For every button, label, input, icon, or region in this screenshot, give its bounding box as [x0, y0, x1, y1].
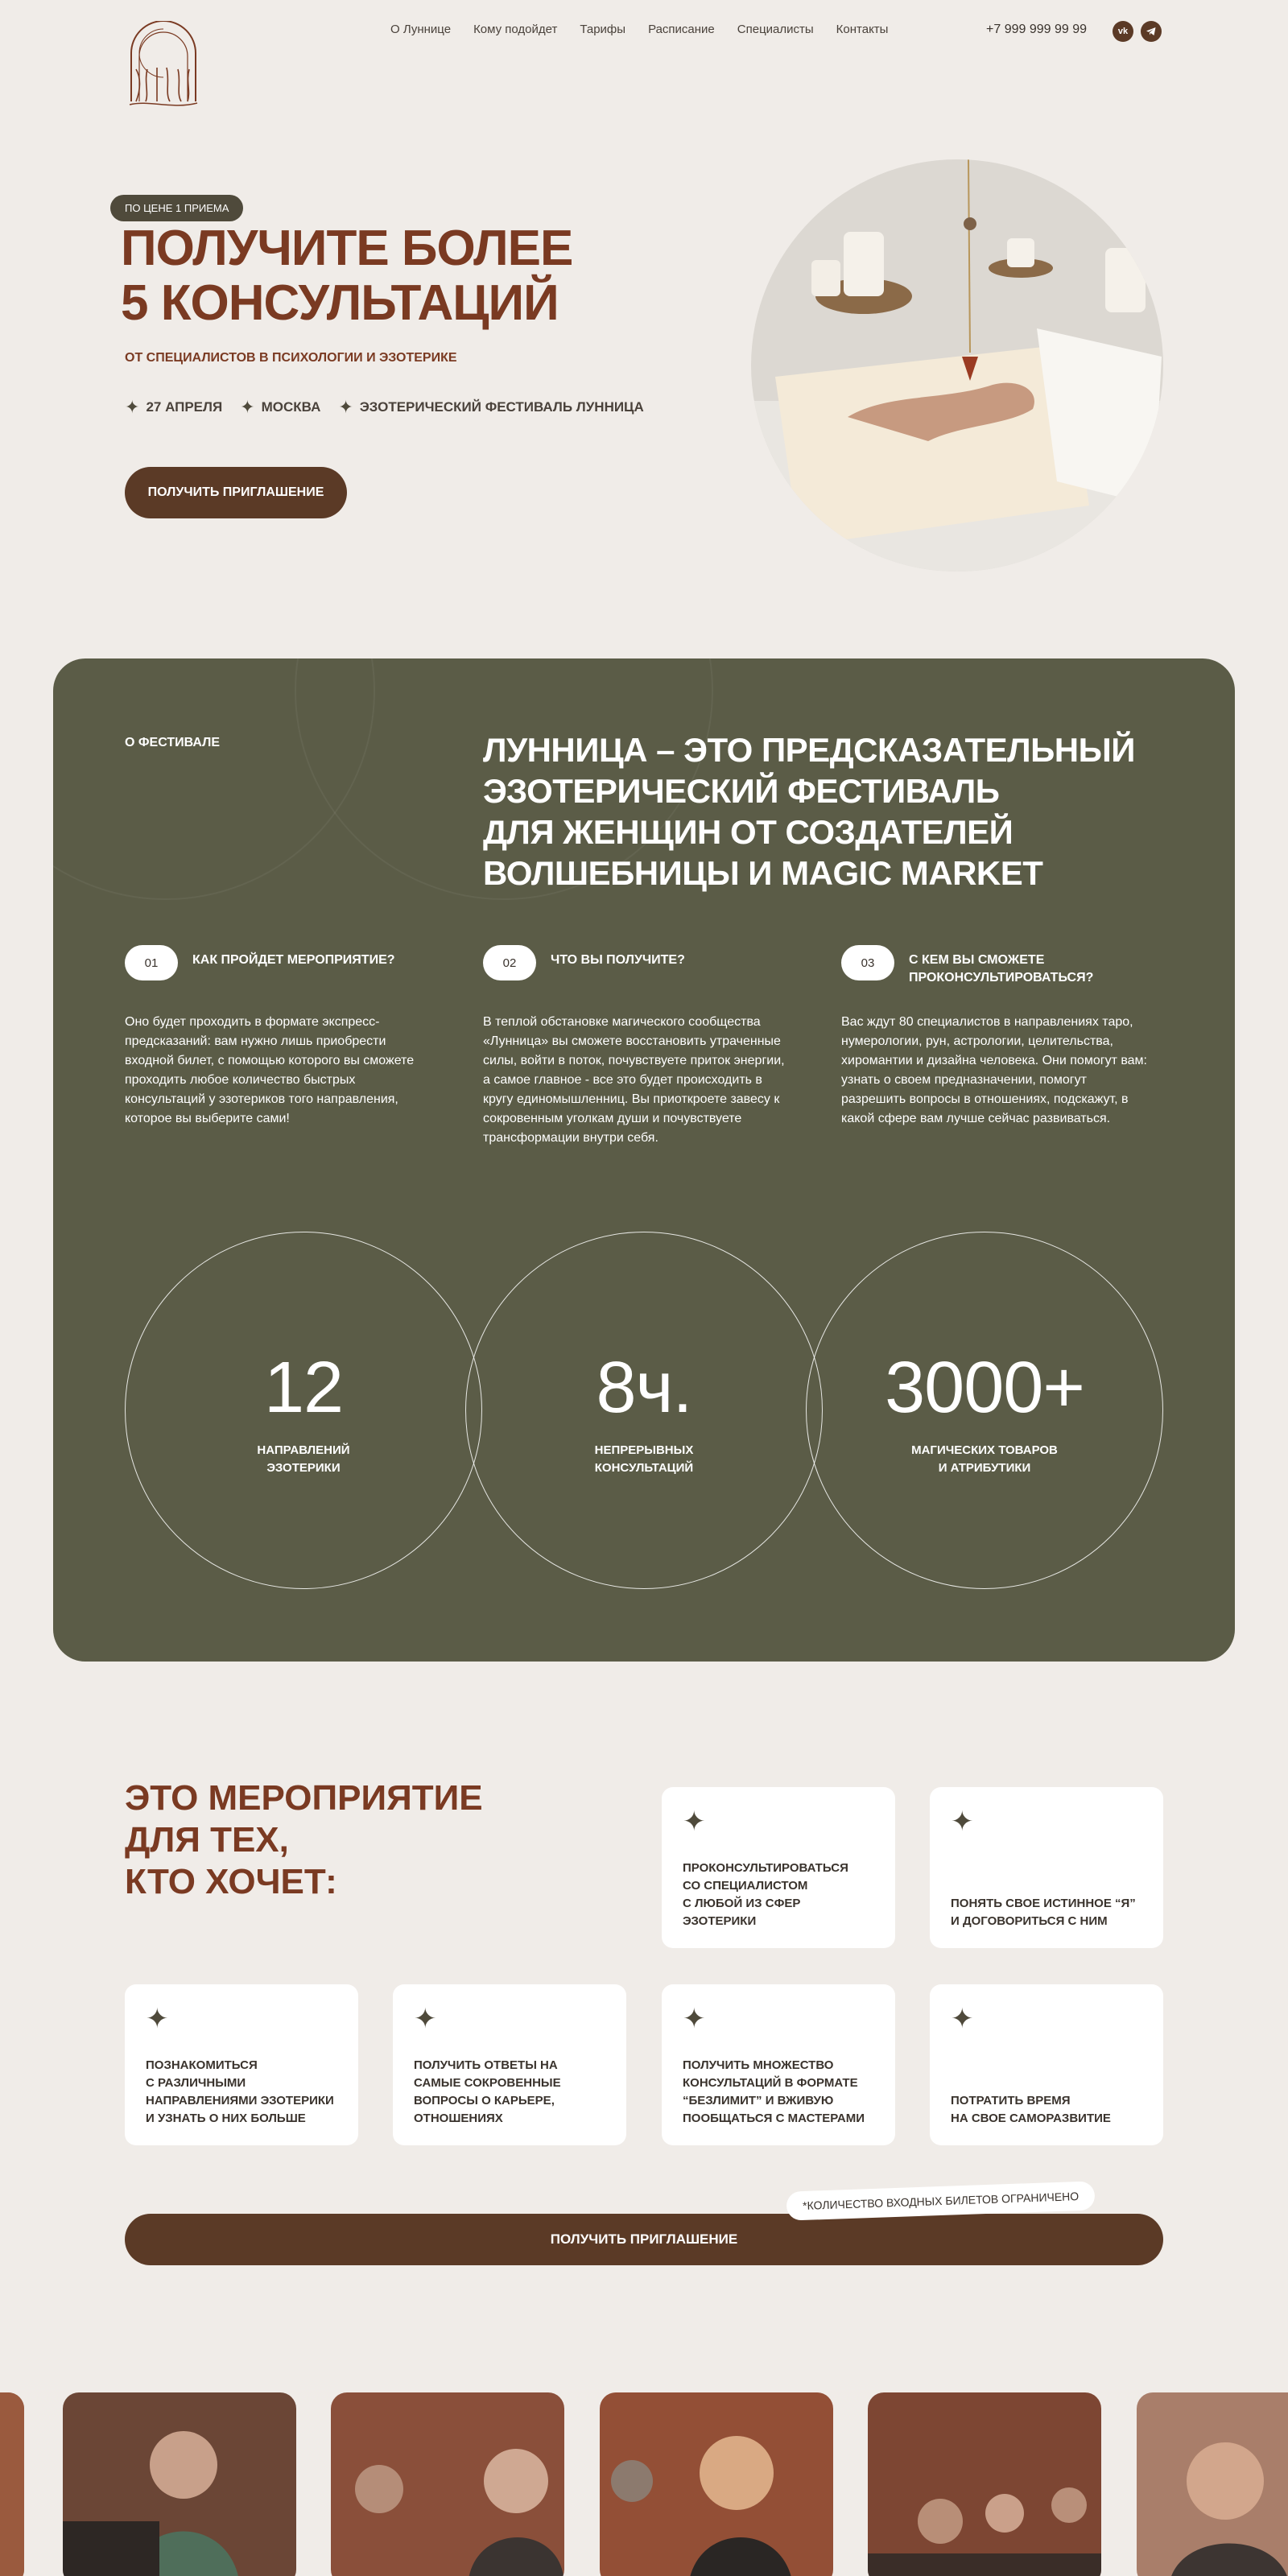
for-whom-title-line: КТО ХОЧЕТ: [125, 1862, 337, 1901]
stat-caption-line: МАГИЧЕСКИХ ТОВАРОВ [911, 1443, 1058, 1457]
card-line: С РАЗЛИЧНЫМИ [146, 2076, 246, 2090]
for-whom-title [125, 1777, 483, 1903]
nav-item-contacts[interactable]: Контакты [836, 23, 889, 36]
gallery-photo[interactable] [0, 2392, 24, 2576]
info-column-2 [483, 945, 789, 1148]
gallery-photo[interactable] [63, 2392, 296, 2576]
stat-circle [806, 1232, 1163, 1589]
sparkle-icon: ✦ [240, 397, 255, 417]
stat-caption [126, 1442, 481, 1477]
card-line: ПОТРАТИТЬ ВРЕМЯ [951, 2094, 1071, 2107]
card-line: САМЫЕ СОКРОВЕННЫЕ [414, 2076, 561, 2090]
hero-meta [125, 398, 644, 416]
about-label: О ФЕСТИВАЛЕ [125, 736, 221, 749]
nav-item-about[interactable]: О Луннице [390, 23, 452, 36]
card-text [146, 2057, 347, 2128]
card-line: “БЕЗЛИМИТ” И ВЖИВУЮ [683, 2094, 834, 2107]
meta-event [338, 398, 643, 416]
for-whom-title-line: ДЛЯ ТЕХ, [125, 1820, 289, 1860]
nav-item-specialists[interactable]: Специалисты [737, 23, 814, 36]
hero-title-line2: 5 КОНСУЛЬТАЦИЙ [121, 275, 559, 331]
column-question: ЧТО ВЫ ПОЛУЧИТЕ? [551, 953, 685, 967]
step-number: 03 [841, 945, 894, 980]
column-text: Вас ждут 80 специалистов в направлениях таро, нумерологии, рун, астрологии, целительства, хиромантии и дизайна человека. Они помогут вам: узнать о своем предназначении, помогут разрешить вопросы в отношениях, подскажут, в какой сфере вам лучше сейчас развиваться. [841, 1015, 1147, 1125]
step-number: 02 [483, 945, 536, 980]
logo[interactable] [125, 21, 202, 137]
card-text [414, 2057, 615, 2128]
about-title [483, 729, 1135, 894]
stat-caption [466, 1442, 822, 1477]
benefit-card [662, 1787, 895, 1948]
stat-circle [125, 1232, 482, 1589]
limited-tickets-note: *КОЛИЧЕСТВО ВХОДНЫХ БИЛЕТОВ ОГРАНИЧЕНО [786, 2181, 1095, 2220]
for-whom-title-line: ЭТО МЕРОПРИЯТИЕ [125, 1778, 483, 1818]
about-title-line: ЭЗОТЕРИЧЕСКИЙ ФЕСТИВАЛЬ [483, 772, 1000, 810]
column-text: Оно будет проходить в формате экспресс-предсказаний: вам нужно лишь приобрести входной билет, с помощью которого вы сможете проходить любое количество быстрых консультаций у эзотериков того направления, которое вы выберите сами! [125, 1015, 415, 1125]
gallery-photo[interactable] [600, 2392, 833, 2576]
about-title-bold: ВОЛШЕБНИЦЫ И MAGIC MARKET [483, 854, 1043, 892]
stat-circle [465, 1232, 823, 1589]
nav-item-audience[interactable]: Кому подойдет [473, 23, 558, 36]
meta-city [240, 398, 320, 416]
card-line: ПОЛУЧИТЬ МНОЖЕСТВО [683, 2058, 834, 2072]
card-line: НА СВОЕ САМОРАЗВИТИЕ [951, 2112, 1111, 2125]
card-line: С ЛЮБОЙ ИЗ СФЕР [683, 1897, 801, 1910]
gallery-photo[interactable] [868, 2392, 1101, 2576]
card-line: И УЗНАТЬ О НИХ БОЛЬШЕ [146, 2112, 306, 2125]
card-line: И ДОГОВОРИТЬСЯ С НИМ [951, 1914, 1108, 1928]
card-line: ПОНЯТЬ СВОЕ ИСТИННОЕ “Я” [951, 1897, 1136, 1910]
nav-item-schedule[interactable]: Расписание [648, 23, 715, 36]
card-line: НАПРАВЛЕНИЯМИ ЭЗОТЕРИКИ [146, 2094, 334, 2107]
sparkle-icon: ✦ [125, 397, 140, 417]
main-nav [390, 23, 888, 36]
card-line: ОТНОШЕНИЯХ [414, 2112, 503, 2125]
stat-caption-line: НЕПРЕРЫВНЫХ [594, 1443, 694, 1457]
stat-caption-line: И АТРИБУТИКИ [938, 1461, 1031, 1475]
about-title-line: ЛУННИЦА – ЭТО ПРЕДСКАЗАТЕЛЬНЫЙ [483, 731, 1135, 769]
stat-value: 12 [263, 1348, 344, 1428]
step-number: 01 [125, 945, 178, 980]
sparkle-icon: ✦ [414, 2004, 437, 2034]
hero-subtitle: ОТ СПЕЦИАЛИСТОВ В ПСИХОЛОГИИ И ЭЗОТЕРИКЕ [125, 351, 457, 365]
card-text [951, 1895, 1152, 1930]
sparkle-icon: ✦ [146, 2004, 169, 2034]
site-header [0, 0, 1288, 97]
card-line: СО СПЕЦИАЛИСТОМ [683, 1879, 808, 1893]
stat-caption-line: ЭЗОТЕРИКИ [266, 1461, 341, 1475]
info-column-1 [125, 945, 431, 1129]
gallery-photo[interactable] [1137, 2392, 1288, 2576]
telegram-icon[interactable] [1141, 21, 1162, 42]
stat-caption-line: НАПРАВЛЕНИЙ [257, 1443, 350, 1457]
card-text [683, 2057, 884, 2128]
sparkle-icon: ✦ [951, 2004, 974, 2034]
column-question: С КЕМ ВЫ СМОЖЕТЕ ПРОКОНСУЛЬТИРОВАТЬСЯ? [909, 953, 1094, 985]
card-line: КОНСУЛЬТАЦИЙ В ФОРМАТЕ [683, 2076, 858, 2090]
card-line: ВОПРОСЫ О КАРЬЕРЕ, [414, 2094, 555, 2107]
get-invitation-button[interactable]: ПОЛУЧИТЬ ПРИГЛАШЕНИЕ [125, 467, 347, 518]
meta-city-label: МОСКВА [261, 399, 321, 415]
card-line: ПОЗНАКОМИТЬСЯ [146, 2058, 258, 2072]
stat-value: 8ч. [596, 1348, 692, 1428]
benefit-card [393, 1984, 626, 2145]
stat-caption-line: КОНСУЛЬТАЦИЙ [594, 1461, 694, 1475]
info-column-3 [841, 945, 1147, 1129]
benefit-card [930, 1787, 1163, 1948]
stat-value: 3000+ [885, 1348, 1084, 1428]
card-text [683, 1860, 884, 1930]
hero-photo [751, 159, 1163, 572]
phone-link[interactable]: +7 999 999 99 99 [986, 23, 1088, 36]
sparkle-icon: ✦ [338, 397, 353, 417]
benefit-card [662, 1984, 895, 2145]
about-title-line: ДЛЯ ЖЕНЩИН ОТ СОЗДАТЕЛЕЙ [483, 813, 1013, 851]
arch-moon-logo-icon [125, 21, 202, 137]
card-line: ПРОКОНСУЛЬТИРОВАТЬСЯ [683, 1861, 848, 1875]
sparkle-icon: ✦ [683, 1806, 706, 1837]
hero-title-line1: ПОЛУЧИТЕ БОЛЕЕ [121, 221, 573, 276]
sparkle-icon: ✦ [951, 1806, 974, 1837]
sparkle-icon: ✦ [683, 2004, 706, 2034]
meta-event-label: ЭЗОТЕРИЧЕСКИЙ ФЕСТИВАЛЬ ЛУННИЦА [359, 399, 644, 415]
benefit-card [125, 1984, 358, 2145]
card-line: ПООБЩАТЬСЯ С МАСТЕРАМИ [683, 2112, 865, 2125]
meta-date [125, 398, 222, 416]
stat-caption [807, 1442, 1162, 1477]
about-section [53, 658, 1235, 1662]
hero-title [121, 221, 572, 331]
nav-item-tariffs[interactable]: Тарифы [580, 23, 626, 36]
card-line: ПОЛУЧИТЬ ОТВЕТЫ НА [414, 2058, 558, 2072]
column-question: КАК ПРОЙДЕТ МЕРОПРИЯТИЕ? [192, 953, 395, 967]
gallery-photo[interactable] [331, 2392, 564, 2576]
vk-icon[interactable]: vk [1113, 21, 1133, 42]
meta-date-label: 27 АПРЕЛЯ [146, 399, 223, 415]
card-line: ЭЗОТЕРИКИ [683, 1914, 757, 1928]
price-badge: ПО ЦЕНЕ 1 ПРИЕМА [110, 195, 243, 221]
card-text [951, 2092, 1152, 2128]
column-text: В теплой обстановке магического сообщества «Лунница» вы сможете восстановить утраченные силы, войти в поток, почувствуете приток энергии, а самое главное - все это будет происходить в кругу единомышленниц. Вы приоткроете завесу к сокровенным уголкам души и почувствуете трансформации внутри себя. [483, 1015, 785, 1145]
benefit-card [930, 1984, 1163, 2145]
get-invitation-button-wide[interactable]: ПОЛУЧИТЬ ПРИГЛАШЕНИЕ [125, 2214, 1163, 2265]
